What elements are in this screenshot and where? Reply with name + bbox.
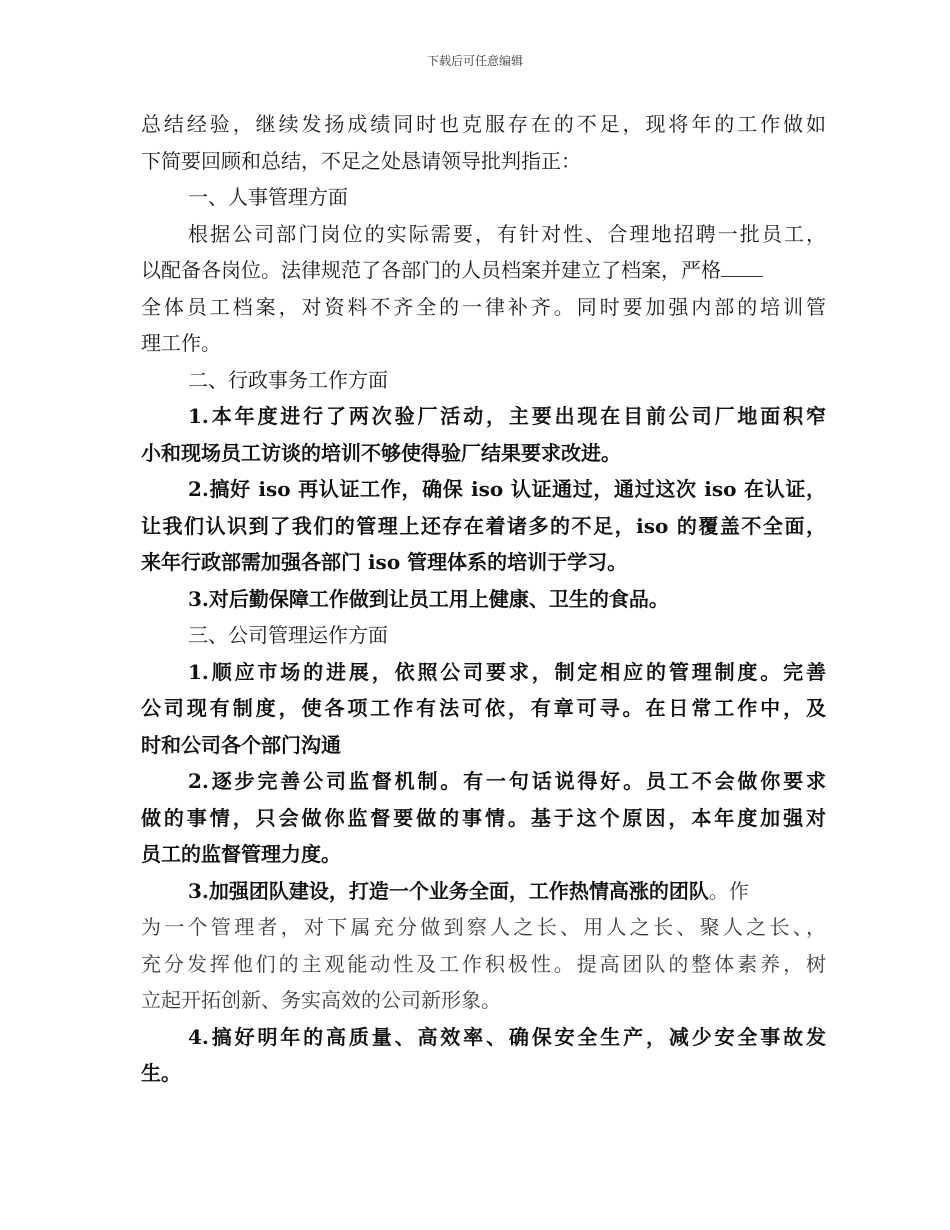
paragraph-line: 总结经验，继续发扬成绩同时也克服存在的不足，现将年的工作做如: [141, 112, 826, 136]
paragraph-line: 做的事情，只会做你监督要做的事情。基于这个原因，本年度加强对: [141, 805, 826, 830]
paragraph-line: 生。: [141, 1061, 181, 1085]
paragraph-line: [141, 252, 826, 289]
paragraph-line: 3.对后勤保障工作做到让员工用上健康、卫生的食品。: [188, 586, 669, 611]
paragraph-line: 理工作。: [141, 331, 221, 355]
paragraph-line: 充分发挥他们的主观能动性及工作积极性。提高团队的整体素养，树: [141, 951, 826, 976]
paragraph-text: 以配备各岗位。法律规范了各部门的人员档案并建立了档案，严格: [141, 258, 721, 282]
paragraph-line: 让我们认识到了我们的管理上还存在着诸多的不足，iso 的覆盖不全面，: [141, 513, 826, 538]
paragraph-line: 下简要回顾和总结，不足之处恳请领导批判指正：: [141, 148, 581, 173]
paragraph-line: [141, 873, 826, 910]
paragraph-line: 来年行政部需加强各部门 iso 管理体系的培训于学习。: [141, 550, 628, 574]
paragraph-text-bold: 3.加强团队建设，打造一个业务全面，工作热情高涨的团队: [188, 878, 709, 903]
paragraph-line: 公司现有制度，使各项工作有法可依，有章可寻。在日常工作中，及: [141, 696, 826, 720]
paragraph-text: 。作: [708, 878, 749, 903]
page-header: 下载后可任意编辑: [426, 54, 523, 68]
fill-in-blank: [721, 256, 763, 277]
paragraph-line: 时和公司各个部门沟通: [141, 732, 341, 757]
paragraph-line: 员工的监督管理力度。: [141, 842, 341, 866]
paragraph-line: 2.搞好 iso 再认证工作，确保 iso 认证通过，通过这次 iso 在认证，: [188, 477, 826, 501]
paragraph-line: 立起开拓创新、务实高效的公司新形象。: [141, 988, 501, 1012]
paragraph-line: 2.逐步完善公司监督机制。有一句话说得好。员工不会做你要求: [188, 769, 826, 793]
paragraph-line: 1.本年度进行了两次验厂活动，主要出现在目前公司厂地面积窄: [188, 404, 826, 428]
document-body: [141, 106, 826, 1092]
section-heading: 二、行政事务工作方面: [188, 367, 388, 392]
paragraph-line: 1.顺应市场的进展，依照公司要求，制定相应的管理制度。完善: [188, 659, 826, 684]
paragraph-line: 根据公司部门岗位的实际需要，有针对性、合理地招聘一批员工，: [188, 221, 826, 246]
section-heading: 三、公司管理运作方面: [188, 623, 388, 647]
paragraph-line: 为一个管理者，对下属充分做到察人之长、用人之长、聚人之长、，: [141, 915, 826, 939]
section-heading: 一、人事管理方面: [188, 185, 348, 209]
paragraph-line: 全体员工档案，对资料不齐全的一律补齐。同时要加强内部的培训管: [141, 294, 826, 319]
paragraph-line: 4.搞好明年的高质量、高效率、确保安全生产，减少安全事故发: [188, 1024, 826, 1049]
paragraph-line: 小和现场员工访谈的培训不够使得验厂结果要求改进。: [141, 440, 621, 465]
